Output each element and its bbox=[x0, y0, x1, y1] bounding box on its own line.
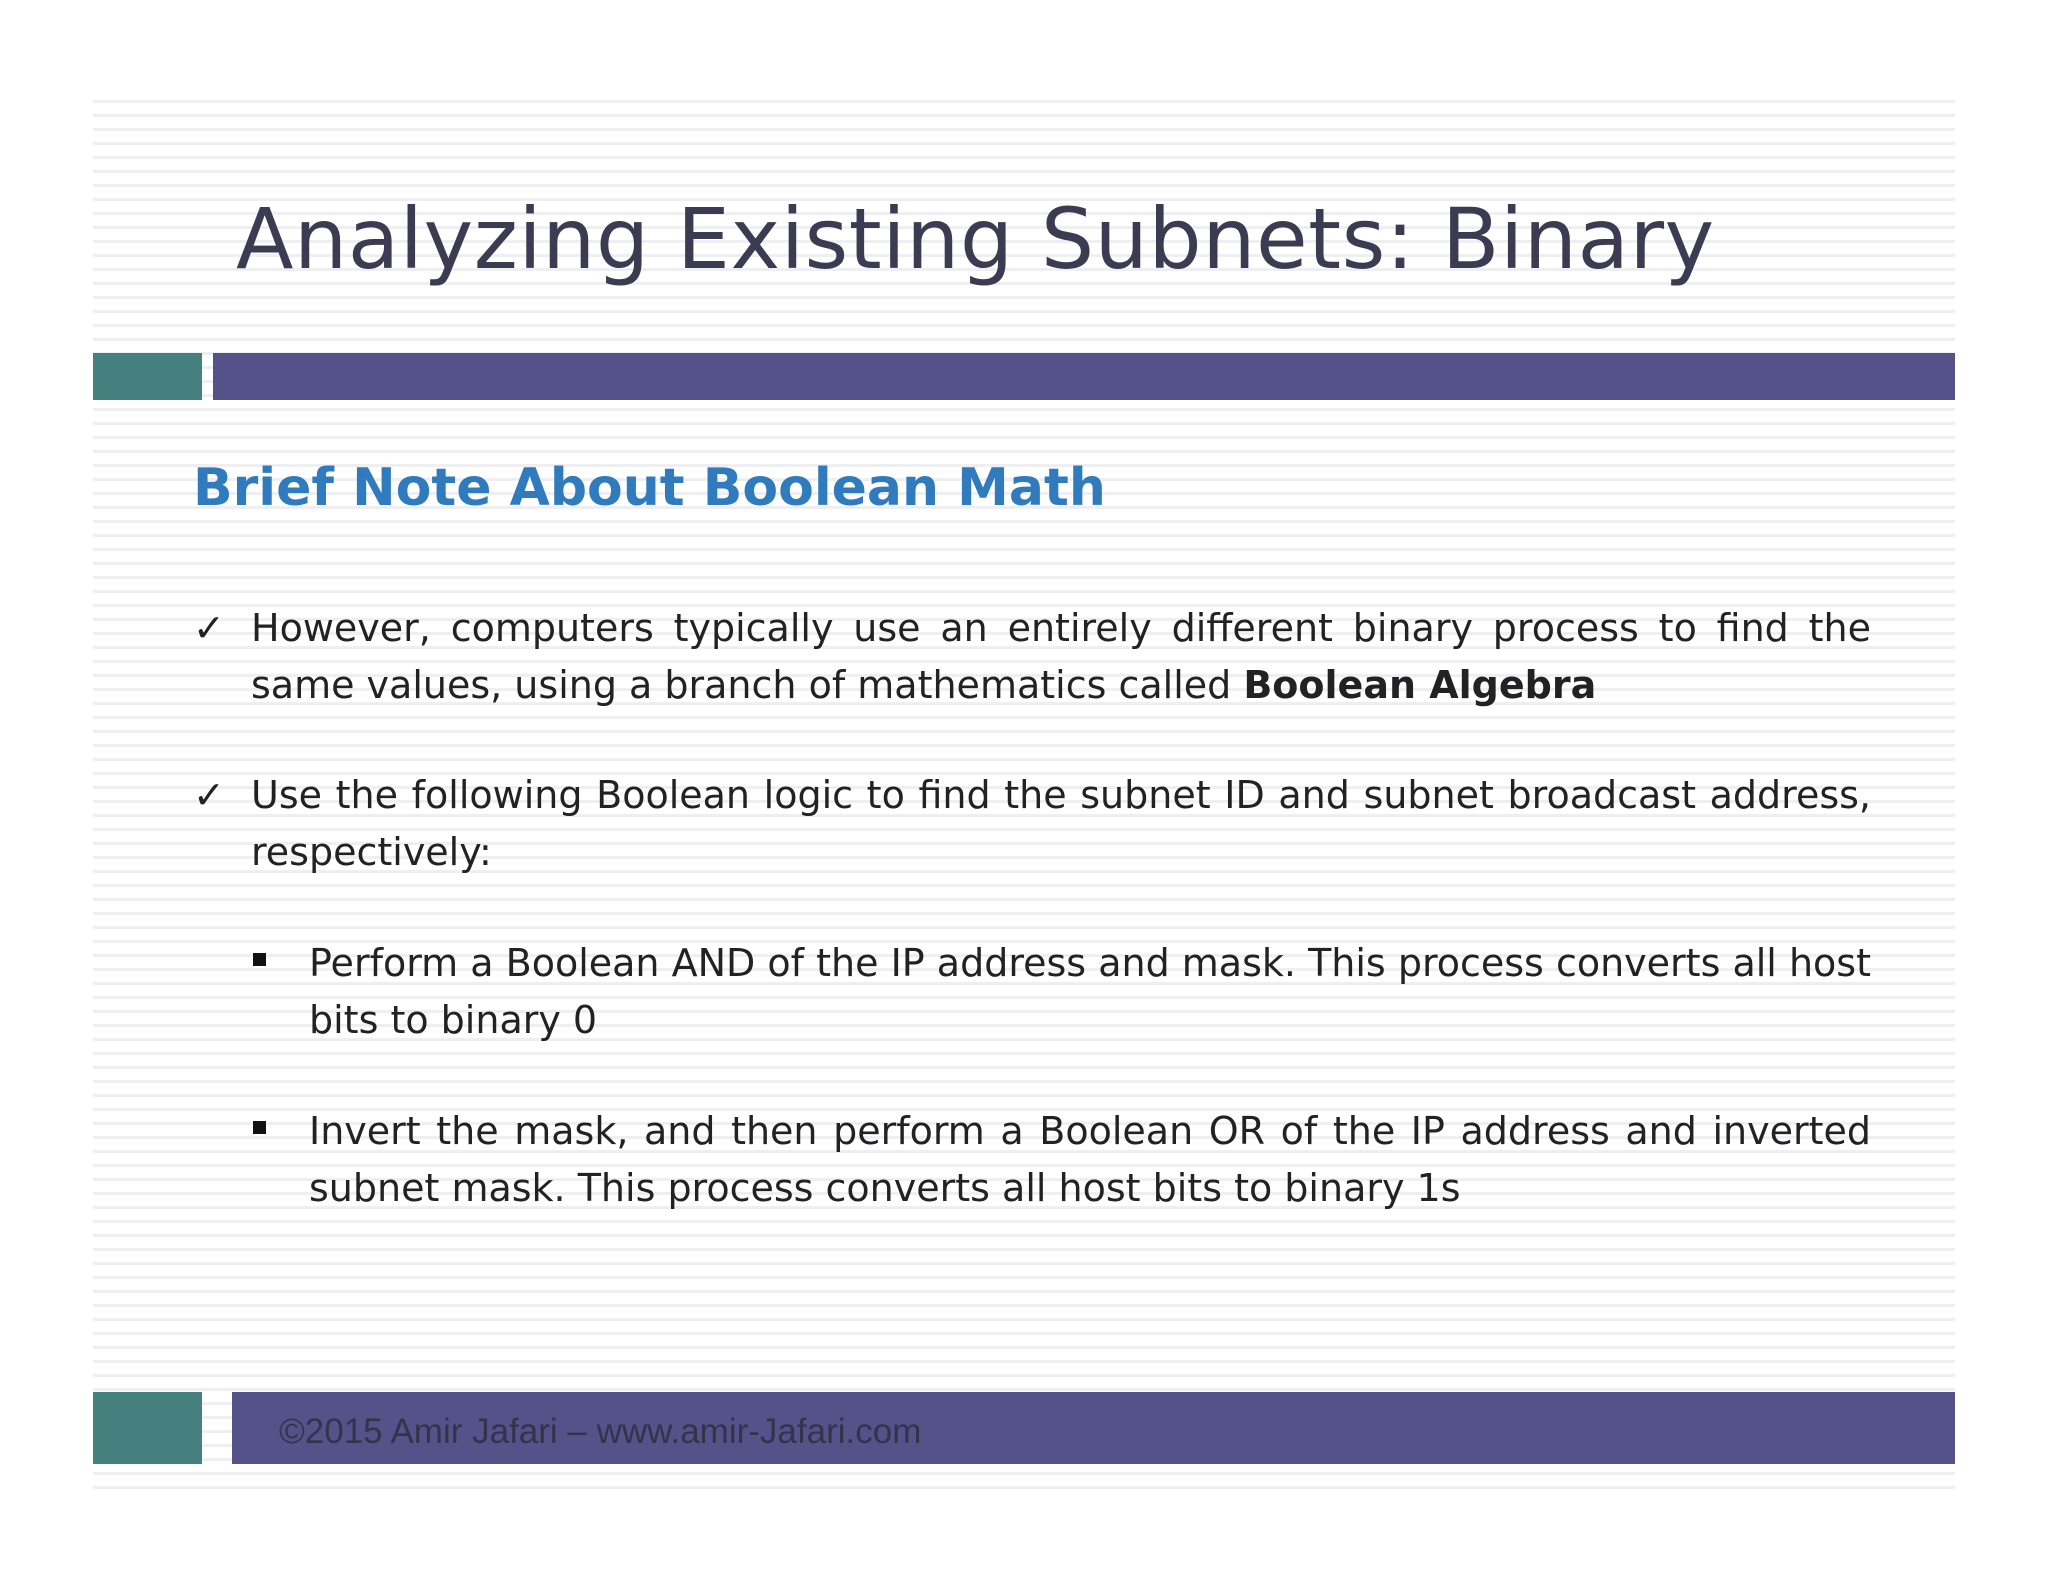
bullet-item bbox=[193, 767, 1871, 881]
bullet-text: However, computers typically use an entirely different binary process to find the same values, using a branch of mathematics called bbox=[251, 606, 1871, 707]
header-main-bar bbox=[213, 353, 1955, 400]
slide-title: Analyzing Existing Subnets: Binary bbox=[236, 190, 1715, 288]
bullet-item bbox=[193, 600, 1871, 714]
bullet-text: Use the following Boolean logic to find the subnet ID and subnet broadcast address, respectively: bbox=[251, 773, 1871, 874]
sub-bullet-item bbox=[309, 935, 1871, 1049]
sub-bullet-text: Perform a Boolean AND of the IP address and mask. This process converts all host bits to binary 0 bbox=[309, 941, 1871, 1042]
footer-accent-bar bbox=[93, 1392, 202, 1464]
sub-bullet-text: Invert the mask, and then perform a Boolean OR of the IP address and inverted subnet mask. This process converts all host bits to binary 1s bbox=[309, 1109, 1871, 1210]
square-bullet-icon bbox=[253, 953, 266, 966]
bullet-bold-text: Boolean Algebra bbox=[1243, 663, 1597, 707]
header-accent-bar bbox=[93, 353, 202, 400]
slide-subtitle: Brief Note About Boolean Math bbox=[193, 458, 1106, 518]
checkmark-icon: ✓ bbox=[193, 606, 225, 650]
footer-copyright: ©2015 Amir Jafari – www.amir-Jafari.com bbox=[279, 1412, 922, 1451]
checkmark-icon: ✓ bbox=[193, 773, 225, 817]
sub-bullet-item bbox=[309, 1103, 1871, 1217]
square-bullet-icon bbox=[253, 1121, 266, 1134]
